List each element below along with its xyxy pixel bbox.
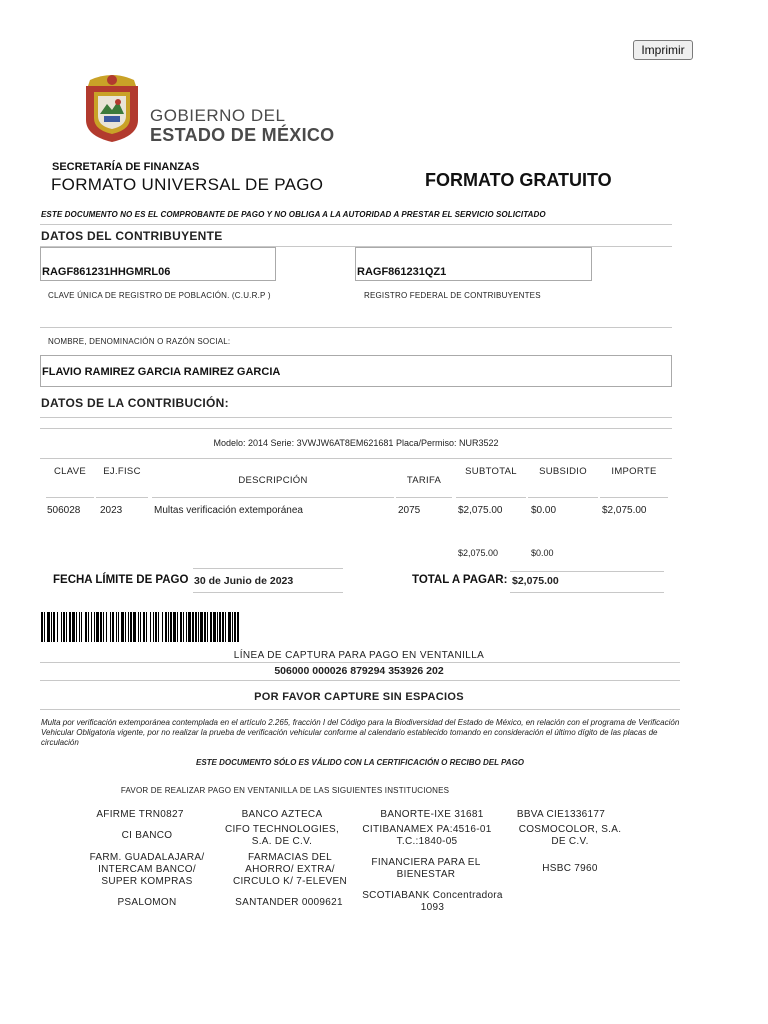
captura-instruction: POR FAVOR CAPTURE SIN ESPACIOS <box>254 691 464 703</box>
institution-item: COSMOCOLOR, S.A. DE C.V. <box>518 824 622 847</box>
secretaria-label: SECRETARÍA DE FINANZAS <box>52 161 200 173</box>
rfc-label: REGISTRO FEDERAL DE CONTRIBUYENTES <box>364 291 541 300</box>
institution-item: BANORTE-IXE 31681 <box>380 809 484 820</box>
total-value: $2,075.00 <box>512 575 559 587</box>
curp-label: CLAVE ÚNICA DE REGISTRO DE POBLACIÓN. (C.U.R.P ) <box>48 291 271 300</box>
institution-item: FARM. GUADALAJARA/ INTERCAM BANCO/ SUPER KOMPRAS <box>89 852 205 887</box>
row-clave: 506028 <box>47 505 81 516</box>
col-ejfisc: EJ.FISC <box>103 466 141 477</box>
name-value: FLAVIO RAMIREZ GARCIA RAMIREZ GARCIA <box>42 366 281 378</box>
contribucion-section-title: DATOS DE LA CONTRIBUCIÓN: <box>41 396 229 410</box>
institution-item: CI BANCO <box>121 830 173 841</box>
state-coat-of-arms <box>80 72 144 144</box>
curp-value: RAGF861231HHGMRL06 <box>42 266 171 278</box>
government-name-line1: GOBIERNO DEL <box>150 106 286 125</box>
vehicle-info: Modelo: 2014 Serie: 3VWJW6AT8EM621681 Placa/Permiso: NUR3522 <box>213 438 499 448</box>
validity-note: ESTE DOCUMENTO SÓLO ES VÁLIDO CON LA CERTIFICACIÓN O RECIBO DEL PAGO <box>195 758 525 767</box>
institution-item: CIFO TECHNOLOGIES, S.A. DE C.V. <box>224 824 340 847</box>
captura-value: 506000 000026 879294 353926 202 <box>274 665 444 677</box>
form-type: FORMATO GRATUITO <box>425 170 612 190</box>
col-tarifa: TARIFA <box>406 475 442 486</box>
row-tarifa: 2075 <box>398 505 421 516</box>
institution-item: BANCO AZTECA <box>241 809 323 820</box>
row-ejfisc: 2023 <box>100 505 123 516</box>
institution-item: HSBC 7960 <box>542 863 598 874</box>
contribuyente-section-title: DATOS DEL CONTRIBUYENTE <box>41 229 223 243</box>
captura-label: LÍNEA DE CAPTURA PARA PAGO EN VENTANILLA <box>233 650 485 661</box>
disclaimer-text: ESTE DOCUMENTO NO ES EL COMPROBANTE DE PAGO Y NO OBLIGA A LA AUTORIDAD A PRESTAR EL SERVICIO SOLICITADO <box>41 210 546 219</box>
institution-item: SANTANDER 0009621 <box>235 897 343 908</box>
row-subtotal: $2,075.00 <box>458 505 503 516</box>
fecha-limite-value: 30 de Junio de 2023 <box>194 575 294 587</box>
total-subtotal: $2,075.00 <box>458 548 499 558</box>
curp-box <box>40 247 276 281</box>
institution-item: FINANCIERA PARA EL BIENESTAR <box>371 857 481 880</box>
name-label: NOMBRE, DENOMINACIÓN O RAZÓN SOCIAL: <box>48 337 231 346</box>
print-button[interactable]: Imprimir <box>633 40 693 60</box>
institution-item: BBVA CIE1336177 <box>516 809 606 820</box>
col-clave: CLAVE <box>54 466 86 477</box>
institution-item: SCOTIABANK Concentradora 1093 <box>362 890 503 913</box>
barcode <box>41 612 315 642</box>
row-descripcion: Multas verificación extemporánea <box>154 505 303 516</box>
col-subtotal: SUBTOTAL <box>465 466 517 477</box>
total-subsidio: $0.00 <box>531 548 554 558</box>
institution-item: AFIRME TRN0827 <box>96 809 184 820</box>
fecha-limite-label: FECHA LÍMITE DE PAGO <box>53 574 189 586</box>
institution-item: CITIBANAMEX PA:4516-01 T.C.:1840-05 <box>362 824 492 847</box>
legal-text: Multa por verificación extemporánea contemplada en el artículo 2.265, fracción I del Código para la Biodiversidad del Estado de México, en relación con el programa de Verificación Vehicular Obligatoria vigente, por no realizar la prueba de verificación vehicular conforme al calendario establecido tomando en consideración el último dígito de las placas de circulación <box>41 718 680 747</box>
institution-item: FARMACIAS DEL AHORRO/ EXTRA/ CIRCULO K/ 7-ELEVEN <box>232 852 348 887</box>
rfc-box <box>355 247 592 281</box>
form-title: FORMATO UNIVERSAL DE PAGO <box>51 175 324 194</box>
government-name-line2: ESTADO DE MÉXICO <box>150 125 335 145</box>
row-importe: $2,075.00 <box>602 505 647 516</box>
col-subsidio: SUBSIDIO <box>539 466 587 477</box>
rfc-value: RAGF861231QZ1 <box>357 266 447 278</box>
institutions-title: FAVOR DE REALIZAR PAGO EN VENTANILLA DE LAS SIGUIENTES INSTITUCIONES <box>120 786 450 795</box>
col-descripcion: DESCRIPCIÓN <box>238 475 308 486</box>
row-subsidio: $0.00 <box>531 505 557 516</box>
name-box <box>40 355 672 387</box>
col-importe: IMPORTE <box>611 466 657 477</box>
institution-item: PSALOMON <box>117 897 177 908</box>
total-label: TOTAL A PAGAR: <box>412 574 508 586</box>
